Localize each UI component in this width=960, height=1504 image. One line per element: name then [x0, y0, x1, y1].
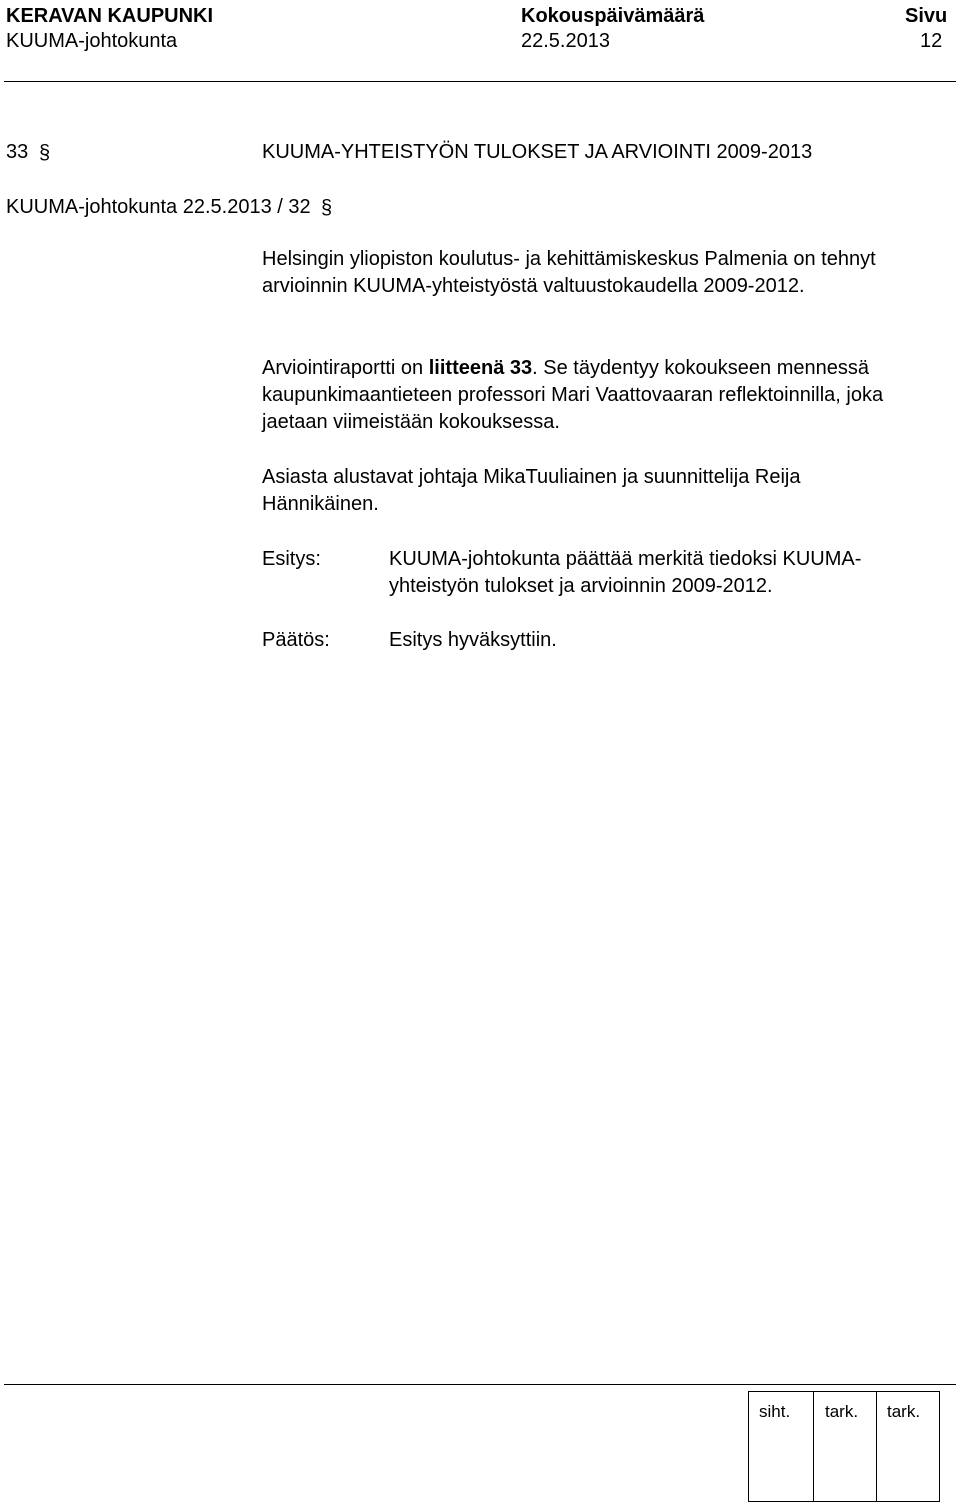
paragraph-attachment [262, 355, 922, 436]
paragraph-presenters: Asiasta alustavat johtaja MikaTuuliainen ja suunnittelija Reija Hännikäinen. [262, 466, 801, 515]
attachment-reference: liitteenä 33 [428, 357, 533, 379]
section-sign-icon [38, 139, 52, 165]
signature-divider [813, 1392, 814, 1501]
body-name: KUUMA-johtokunta [6, 30, 178, 52]
section-reference-row [6, 194, 334, 220]
section-number: 33 [6, 141, 29, 163]
signature-checker-1: tark. [825, 1402, 859, 1421]
section-sign-icon [320, 194, 334, 220]
paragraph-background: Helsingin yliopiston koulutus- ja kehittämiskeskus Palmenia on tehnyt arvioinnin KUUMA-yhteistyöstä valtuustokaudella 2009-2012. [262, 248, 876, 297]
decision-label: Päätös: [262, 629, 330, 651]
signature-divider [876, 1392, 877, 1501]
signature-box [748, 1391, 940, 1502]
header-divider [4, 81, 956, 82]
attachment-details: . Se täydentyy kokoukseen mennessä kaupunkimaantieteen professori Mari Vaattovaaran reflektoinnilla, joka jaetaan viimeistään kokouksessa. [262, 357, 884, 433]
attachment-intro: Arviointiraportti on [262, 357, 429, 379]
footer-divider [4, 1384, 956, 1385]
decision-text: Esitys hyväksyttiin. [389, 629, 557, 651]
signature-secretary: siht. [759, 1402, 791, 1421]
page-number: 12 [920, 30, 943, 52]
section-heading-left [6, 139, 52, 165]
section-reference: KUUMA-johtokunta 22.5.2013 / 32 [6, 196, 311, 218]
page-label: Sivu [905, 5, 948, 27]
proposal-text: KUUMA-johtokunta päättää merkitä tiedoksi KUUMA-yhteistyön tulokset ja arvioinnin 2009-2012. [389, 548, 862, 597]
org-name: KERAVAN KAUPUNKI [6, 5, 214, 27]
meeting-date: 22.5.2013 [521, 30, 610, 52]
svg-text:§: § [38, 142, 50, 164]
section-title: KUUMA-YHTEISTYÖN TULOKSET JA ARVIOINTI 2009-2013 [262, 141, 813, 163]
signature-checker-2: tark. [887, 1402, 921, 1421]
date-label: Kokouspäivämäärä [521, 5, 705, 27]
svg-text:§: § [321, 197, 333, 219]
proposal-label: Esitys: [262, 548, 321, 570]
